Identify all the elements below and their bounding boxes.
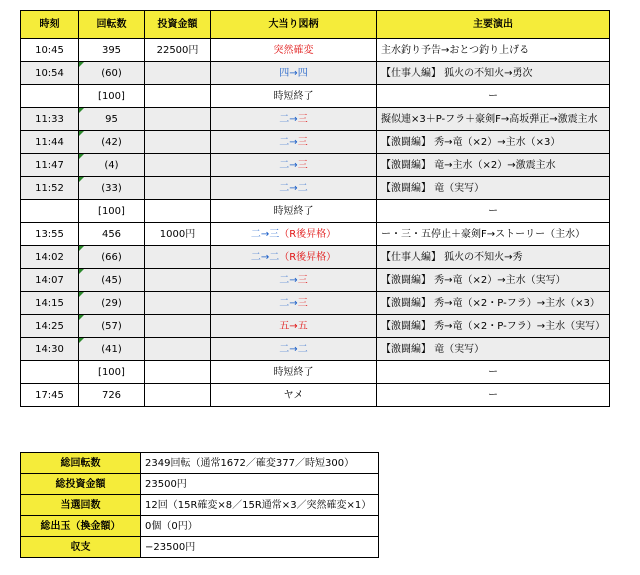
time-cell: 11:47 — [21, 154, 79, 177]
time-cell: 11:33 — [21, 108, 79, 131]
table-row — [21, 200, 610, 223]
spins-cell: 726 — [79, 384, 145, 407]
table-row — [21, 384, 610, 407]
symbol-cell — [211, 62, 377, 85]
symbol-text: ヤメ — [283, 389, 304, 401]
symbol-to: 二 — [297, 182, 308, 194]
time-cell: 17:45 — [21, 384, 79, 407]
symbol-arrow: → — [289, 182, 298, 194]
spins-cell: 95 — [79, 108, 145, 131]
symbol-arrow: → — [260, 251, 270, 263]
summary-value: 23500円 — [141, 474, 379, 495]
symbol-from: 二 — [279, 343, 290, 355]
summary-row-wins — [21, 495, 379, 516]
table-row — [21, 292, 610, 315]
symbol-from: 二 — [250, 228, 261, 240]
investment-cell: 1000円 — [145, 223, 211, 246]
symbol-arrow: → — [289, 320, 298, 332]
event-cell: 【激闘編】 竜→主水（×2）→激震主水 — [377, 154, 610, 177]
symbol-arrow: → — [289, 274, 298, 286]
symbol-cell — [211, 338, 377, 361]
time-cell: 11:44 — [21, 131, 79, 154]
symbol-from: 二 — [279, 274, 290, 286]
spins-cell: (42) — [79, 131, 145, 154]
time-cell: 10:54 — [21, 62, 79, 85]
event-cell: ー — [377, 384, 610, 407]
symbol-arrow: → — [289, 113, 298, 125]
time-cell — [21, 200, 79, 223]
symbol-from: 二 — [279, 182, 290, 194]
summary-label: 総回転数 — [21, 453, 141, 474]
spins-cell: (4) — [79, 154, 145, 177]
table-row — [21, 131, 610, 154]
symbol-from: 二 — [279, 113, 290, 125]
symbol-arrow: → — [289, 136, 298, 148]
event-cell: ー・三・五停止＋豪剣F→ストーリー（主水） — [377, 223, 610, 246]
spins-cell: 456 — [79, 223, 145, 246]
summary-label: 収支 — [21, 537, 141, 558]
investment-cell — [145, 177, 211, 200]
investment-cell — [145, 200, 211, 223]
time-cell — [21, 361, 79, 384]
summary-value: −23500円 — [141, 537, 379, 558]
symbol-from: 五 — [279, 320, 290, 332]
symbol-to: 二 — [297, 343, 308, 355]
symbol-from: 四 — [279, 67, 290, 79]
summary-value: 0個（0円） — [141, 516, 379, 537]
table-row — [21, 338, 610, 361]
symbol-to: 五 — [297, 320, 308, 332]
time-cell: 14:30 — [21, 338, 79, 361]
table-row — [21, 315, 610, 338]
spins-cell: (66) — [79, 246, 145, 269]
symbol-to: 三 — [269, 228, 280, 240]
event-cell: 擬似連×3＋P-フラ＋豪剣F→高坂弾正→激震主水 — [377, 108, 610, 131]
symbol-cell — [211, 292, 377, 315]
symbol-from: 二 — [279, 159, 290, 171]
table-row — [21, 39, 610, 62]
promotion-note: （R後昇格） — [279, 251, 337, 263]
table-row — [21, 361, 610, 384]
summary-value: 2349回転（通常1672／確変377／時短300） — [141, 453, 379, 474]
symbol-to: 二 — [269, 251, 280, 263]
investment-cell — [145, 85, 211, 108]
symbol-cell — [211, 269, 377, 292]
symbol-cell — [211, 154, 377, 177]
spins-cell: (60) — [79, 62, 145, 85]
event-cell: 【激闘編】 秀→竜（×2）→主水（実写） — [377, 269, 610, 292]
symbol-arrow: → — [289, 159, 298, 171]
table-row — [21, 269, 610, 292]
symbol-cell — [211, 246, 377, 269]
investment-cell — [145, 384, 211, 407]
header-time: 時刻 — [21, 11, 79, 39]
spins-cell: [100] — [79, 85, 145, 108]
header-investment: 投資金額 — [145, 11, 211, 39]
event-cell: 【仕事人編】 狐火の不知火→秀 — [377, 246, 610, 269]
symbol-text: 時短終了 — [273, 205, 314, 217]
summary-row-total-spins — [21, 453, 379, 474]
event-cell: 【激闘編】 秀→竜（×2・P-フラ）→主水（実写） — [377, 315, 610, 338]
symbol-to: 四 — [297, 67, 308, 79]
summary-value: 12回（15R確変×8／15R通常×3／突然確変×1） — [141, 495, 379, 516]
summary-row-total-investment — [21, 474, 379, 495]
spins-cell: (29) — [79, 292, 145, 315]
header-symbol: 大当り図柄 — [211, 11, 377, 39]
time-cell — [21, 85, 79, 108]
investment-cell — [145, 269, 211, 292]
spins-cell: (57) — [79, 315, 145, 338]
symbol-text: 突然確変 — [273, 44, 314, 56]
symbol-cell — [211, 315, 377, 338]
investment-cell — [145, 361, 211, 384]
time-cell: 13:55 — [21, 223, 79, 246]
event-cell: ー — [377, 361, 610, 384]
header-row — [21, 11, 610, 39]
results-table — [20, 10, 610, 407]
spins-cell: 395 — [79, 39, 145, 62]
spins-cell: (45) — [79, 269, 145, 292]
investment-cell: 22500円 — [145, 39, 211, 62]
investment-cell — [145, 292, 211, 315]
summary-label: 総出玉（換金額） — [21, 516, 141, 537]
time-cell: 14:02 — [21, 246, 79, 269]
symbol-cell — [211, 85, 377, 108]
event-cell: 【仕事人編】 狐火の不知火→勇次 — [377, 62, 610, 85]
symbol-cell — [211, 223, 377, 246]
event-cell: 【激闘編】 秀→竜（×2・P-フラ）→主水（×3） — [377, 292, 610, 315]
symbol-text: 時短終了 — [273, 366, 314, 378]
investment-cell — [145, 315, 211, 338]
summary-label: 総投資金額 — [21, 474, 141, 495]
spins-cell: (33) — [79, 177, 145, 200]
symbol-text: 時短終了 — [273, 90, 314, 102]
event-cell: 【激闘編】 竜（実写） — [377, 338, 610, 361]
time-cell: 14:25 — [21, 315, 79, 338]
summary-row-balance — [21, 537, 379, 558]
symbol-arrow: → — [289, 343, 298, 355]
spins-cell: [100] — [79, 200, 145, 223]
table-row — [21, 154, 610, 177]
header-spins: 回転数 — [79, 11, 145, 39]
event-cell: ー — [377, 200, 610, 223]
investment-cell — [145, 154, 211, 177]
symbol-cell — [211, 200, 377, 223]
event-cell: 主水釣り予告→おとつ釣り上げる — [377, 39, 610, 62]
symbol-cell — [211, 361, 377, 384]
symbol-to: 三 — [297, 113, 308, 125]
symbol-to: 三 — [297, 159, 308, 171]
symbol-arrow: → — [289, 297, 298, 309]
table-row — [21, 62, 610, 85]
symbol-cell — [211, 384, 377, 407]
table-row — [21, 85, 610, 108]
table-row — [21, 177, 610, 200]
table-row — [21, 223, 610, 246]
event-cell: 【激闘編】 竜（実写） — [377, 177, 610, 200]
symbol-to: 三 — [297, 136, 308, 148]
time-cell: 11:52 — [21, 177, 79, 200]
symbol-arrow: → — [289, 67, 298, 79]
investment-cell — [145, 131, 211, 154]
investment-cell — [145, 338, 211, 361]
time-cell: 10:45 — [21, 39, 79, 62]
symbol-to: 三 — [297, 297, 308, 309]
symbol-from: 二 — [250, 251, 261, 263]
summary-table — [20, 452, 379, 558]
time-cell: 14:15 — [21, 292, 79, 315]
investment-cell — [145, 108, 211, 131]
table-row — [21, 108, 610, 131]
symbol-from: 二 — [279, 297, 290, 309]
event-cell: ー — [377, 85, 610, 108]
summary-row-payout — [21, 516, 379, 537]
symbol-from: 二 — [279, 136, 290, 148]
investment-cell — [145, 62, 211, 85]
header-event: 主要演出 — [377, 11, 610, 39]
symbol-cell — [211, 108, 377, 131]
spins-cell: [100] — [79, 361, 145, 384]
symbol-to: 三 — [297, 274, 308, 286]
event-cell: 【激闘編】 秀→竜（×2）→主水（×3） — [377, 131, 610, 154]
summary-label: 当選回数 — [21, 495, 141, 516]
symbol-cell — [211, 39, 377, 62]
symbol-cell — [211, 131, 377, 154]
promotion-note: （R後昇格） — [279, 228, 337, 240]
spins-cell: (41) — [79, 338, 145, 361]
table-row — [21, 246, 610, 269]
time-cell: 14:07 — [21, 269, 79, 292]
symbol-cell — [211, 177, 377, 200]
symbol-arrow: → — [260, 228, 270, 240]
investment-cell — [145, 246, 211, 269]
